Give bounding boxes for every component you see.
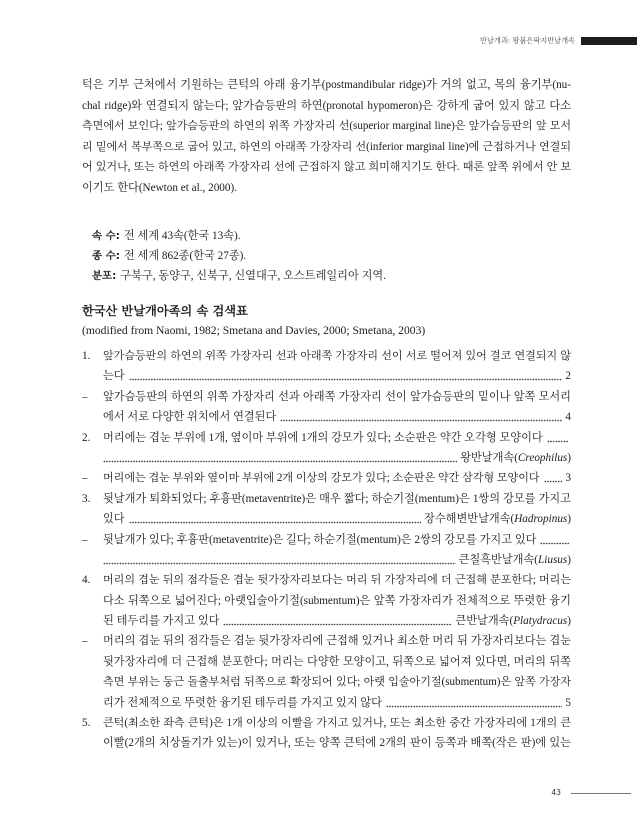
couplet-body — [103, 387, 571, 428]
couplet-line: 이빨(2개의 치상돌기가 있는)이 있거나, 또는 양쪽 큰턱에 2개의 판이 등쪽과 배쪽(작은 판)에 있는 — [103, 737, 571, 750]
dot-leader — [129, 378, 563, 381]
genus-korean: 왕반날개속( — [460, 451, 518, 464]
couplet-marker: 5. — [82, 717, 91, 730]
couplet-body — [103, 530, 571, 571]
running-head: 반날개과: 왕붉은딱지반날개속 — [480, 36, 575, 45]
couplet-text: 된 테두리를 가지고 있다 — [103, 615, 220, 628]
genus-name — [460, 448, 571, 468]
identification-key — [82, 346, 571, 754]
key-couplet — [82, 631, 571, 713]
key-couplet — [82, 346, 571, 387]
couplet-line: 머리의 겹눈 뒤의 점각들은 겹눈 뒷가장자리에 근접해 있거나 최소한 머리 뒤 가장자리보다는 겹눈 — [103, 635, 571, 648]
couplet-marker: 1. — [82, 350, 91, 362]
genus-latin: Creophilus — [517, 451, 568, 464]
genus-name — [459, 550, 571, 570]
couplet-line — [103, 407, 571, 427]
key-couplet — [82, 489, 571, 530]
key-couplet — [82, 387, 571, 428]
dot-leader — [386, 705, 562, 708]
key-couplet — [82, 428, 571, 469]
genus-name — [455, 611, 571, 631]
genus-latin: Liusus — [538, 553, 568, 566]
couplet-marker: 2. — [82, 431, 91, 444]
fact-value: 구북구, 동양구, 신북구, 신열대구, 오스트레일리아 지역. — [120, 270, 387, 282]
couplet-text: 리가 전체적으로 뚜렷한 융기된 테두리를 가지고 있지 않다 — [103, 696, 382, 709]
couplet-line — [103, 550, 571, 570]
genus-korean: 장수해변반날개속( — [424, 513, 515, 526]
key-couplet — [82, 530, 571, 571]
genus-name — [424, 509, 571, 529]
couplet-marker: – — [82, 533, 88, 546]
intro-line: chal ridge)와 연결되지 않는다; 앞가슴등판의 하연(pronotal hypomeron)은 강하게 굽어 있지 않고 다소 — [82, 99, 571, 112]
intro-line: 리 밑에서 복부쪽으로 굽어 있고, 하연의 아래쪽 가장자리 선(inferior marginal line)에 근접하거나 연결되 — [82, 140, 571, 153]
couplet-marker: – — [82, 472, 88, 485]
couplet-line: 머리의 겹눈 뒤의 점각들은 겹눈 뒷가장자리보다는 머리 뒤 가장자리에 더 근접해 분포한다; 머리는 — [103, 574, 571, 587]
couplet-text: 뒷날개가 있다; 후흉판(metaventrite)은 길다; 하순기절(mentum)은 2쌍의 강모를 가지고 있다 — [103, 533, 537, 546]
couplet-body — [103, 489, 571, 530]
couplet-body — [103, 631, 571, 713]
couplet-line — [103, 366, 571, 386]
genus-close: ) — [567, 553, 571, 566]
dot-leader — [547, 440, 569, 443]
dot-leader — [540, 542, 569, 545]
genus-latin: Platydracus — [513, 615, 568, 628]
intro-paragraph — [82, 75, 571, 199]
genus-latin: Hadropinus — [514, 513, 568, 526]
couplet-line: 앞가슴등판의 하연의 위쪽 가장자리 선과 아래쪽 가장자리 선이 앞가슴등판의 밑이나 앞쪽 모서리 — [103, 390, 571, 403]
couplet-text: 는다 — [103, 370, 125, 383]
fact-row — [92, 266, 571, 286]
couplet-line: 뒷날개가 퇴화되었다; 후흉판(metaventrite)은 매우 짧다; 하순기절(mentum)은 1쌍의 강모를 가지고 — [103, 492, 571, 505]
genus-close: ) — [567, 615, 571, 628]
dot-leader — [103, 562, 456, 565]
couplet-line — [103, 448, 571, 468]
key-title: 한국산 반날개아족의 속 검색표 — [82, 304, 248, 318]
couplet-text: 에서 서로 다양한 위치에서 연결된다 — [103, 411, 277, 424]
genus-korean: 큰반날개속( — [455, 615, 514, 628]
couplet-line — [103, 611, 571, 631]
fact-label: 분포: — [92, 270, 117, 282]
couplet-text: 머리에는 겹눈 부위에 1개, 옆이마 부위에 1개의 강모가 있다; 소순판은 약간 오각형 모양이다 — [103, 431, 543, 444]
couplet-text: 있다 — [103, 513, 125, 526]
taxon-facts — [92, 226, 571, 286]
couplet-marker: – — [82, 390, 88, 403]
intro-line: 이기도 한다(Newton et al., 2000). — [82, 181, 238, 194]
dot-leader — [223, 623, 452, 626]
couplet-body — [103, 428, 571, 469]
couplet-marker: 3. — [82, 492, 91, 505]
couplet-body — [103, 468, 571, 488]
fact-value: 전 세계 862종(한국 27종). — [123, 250, 247, 262]
dot-leader — [129, 521, 421, 524]
goto-number: 4 — [565, 411, 571, 424]
couplet-line — [103, 693, 571, 713]
key-couplet — [82, 713, 571, 754]
key-couplet — [82, 570, 571, 631]
intro-line: 턱은 기부 근처에서 기원하는 큰턱의 아래 융기부(postmandibular ridge)가 거의 없고, 목의 융기부(nu- — [82, 79, 571, 91]
running-head-bar — [581, 37, 637, 45]
fact-value: 전 세계 43속(한국 13속). — [123, 230, 241, 242]
couplet-body — [103, 713, 571, 754]
dot-leader — [103, 460, 457, 463]
couplet-marker: 4. — [82, 574, 91, 587]
couplet-line: 측면 부위는 둥근 돌출부처럼 뒤쪽으로 확장되어 있다; 아랫 입술아기절(submentum)은 앞쪽 가장자 — [103, 676, 571, 689]
dot-leader — [544, 480, 563, 483]
fact-row — [92, 246, 571, 266]
couplet-line: 앞가슴등판의 하연의 위쪽 가장자리 선과 아래쪽 가장자리 선이 서로 떨어져 있어 결코 연결되지 않 — [103, 350, 571, 362]
couplet-line: 다소 뒤쪽으로 넓어진다; 아랫입술아기절(submentum)은 앞쪽 가장자리가 전체적으로 뚜렷한 융기 — [103, 594, 571, 607]
genus-close: ) — [567, 513, 571, 526]
fact-label: 속 수: — [92, 230, 120, 242]
couplet-marker: – — [82, 635, 88, 648]
couplet-text: 머리에는 겹눈 부위와 옆이마 부위에 2개 이상의 강모가 있다; 소순판은 약간 삼각형 모양이다 — [103, 472, 540, 485]
goto-number: 3 — [565, 472, 571, 485]
genus-korean: 큰칠흑반날개속( — [458, 553, 539, 566]
intro-line: 어 있거나, 또는 하연의 아래쪽 가장자리 선에 근접하지 않고 희미해지기도 한다. 때론 앞쪽 위에서 안 보 — [82, 161, 571, 174]
couplet-body — [103, 346, 571, 387]
intro-line: 측면에서 보인다; 앞가슴등판의 하연의 위쪽 가장자리 선(superior marginal line)은 앞가슴등판의 앞 모서 — [82, 120, 571, 133]
couplet-line — [103, 530, 571, 550]
goto-number: 2 — [565, 370, 571, 383]
couplet-line — [103, 509, 571, 529]
fact-label: 종 수: — [92, 250, 120, 262]
dot-leader — [280, 419, 562, 422]
couplet-line — [103, 468, 571, 488]
couplet-line: 뒷가장자리에 더 근접해 분포한다; 머리는 다양한 모양이고, 뒤쪽으로 넓어져 있다면, 머리의 뒤쪽 — [103, 655, 571, 668]
key-source: (modified from Naomi, 1982; Smetana and Davies, 2000; Smetana, 2003) — [82, 324, 426, 337]
couplet-body — [103, 570, 571, 631]
goto-number: 5 — [565, 696, 571, 709]
page-number: 43 — [551, 788, 561, 797]
couplet-line — [103, 428, 571, 448]
couplet-line: 큰턱(최소한 좌측 큰턱)은 1개 이상의 이빨을 가지고 있거나, 또는 최소한 중간 가장자리에 1개의 큰 — [103, 717, 571, 730]
key-couplet — [82, 468, 571, 488]
fact-row — [92, 226, 571, 246]
genus-close: ) — [567, 451, 571, 464]
page-number-rule — [571, 793, 631, 794]
